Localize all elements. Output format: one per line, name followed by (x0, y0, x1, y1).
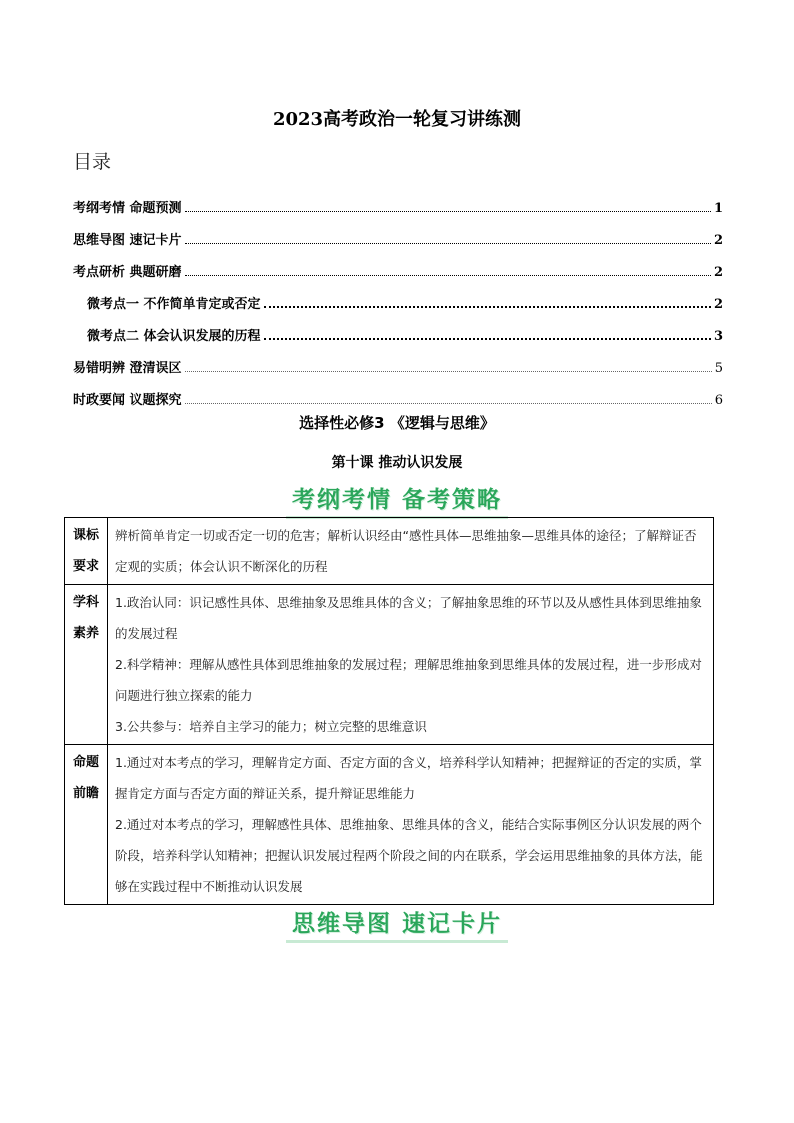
row-content-paragraph: 1.政治认同：识记感性具体、思维抽象及思维具体的含义；了解抽象思维的环节以及从感性具体到思维抽象的发展过程 (115, 595, 702, 641)
table-row (65, 518, 714, 585)
toc-entry[interactable] (73, 344, 723, 376)
table-of-contents (73, 184, 723, 408)
section-banner-mind-map (0, 905, 794, 943)
course-title: 选择性必修3 《逻辑与思维》 (299, 414, 495, 432)
toc-entry-label: 思维导图 速记卡片 (73, 233, 182, 248)
toc-leader-dots (185, 243, 711, 244)
toc-leader-dots (185, 211, 711, 212)
row-content-paragraph: 1.通过对本考点的学习，理解肯定方面、否定方面的含义，培养科学认知精神；把握辩证的否定的实质，掌握肯定方面与否定方面的辩证关系，提升辩证思维能力 (115, 755, 702, 801)
toc-entry-page: 1 (713, 201, 723, 216)
toc-entry[interactable] (73, 376, 723, 408)
toc-entry-page: 6 (714, 393, 723, 408)
toc-leader-dots (185, 403, 712, 404)
row-content-paragraph: 3.公共参与：培养自主学习的能力；树立完整的思维意识 (115, 719, 427, 734)
toc-leader-dots (185, 275, 711, 276)
toc-entry-label: 微考点二 体会认识发展的历程 (87, 329, 261, 344)
row-header (65, 745, 108, 905)
toc-entry-page: 2 (713, 233, 723, 248)
row-header-line: 课标 (72, 528, 99, 543)
toc-subentry[interactable] (73, 280, 723, 312)
toc-entry[interactable] (73, 184, 723, 216)
toc-entry-page: 3 (713, 329, 723, 344)
section-banner-text: 思维导图 速记卡片 (286, 905, 508, 943)
row-header-line: 命题 (72, 755, 99, 770)
table-row (65, 745, 714, 905)
row-header (65, 585, 108, 745)
toc-entry-page: 2 (713, 265, 723, 280)
table-row (65, 585, 714, 745)
row-content (108, 518, 714, 585)
row-content (108, 585, 714, 745)
toc-subentry[interactable] (73, 312, 723, 344)
row-content-paragraph: 2.通过对本考点的学习，理解感性具体、思维抽象、思维具体的含义，能结合实际事例区分认识发展的两个阶段，培养科学认知精神；把握认识发展过程两个阶段之间的内在联系，学会运用思维抽象的具体方法，能够在实践过程中不断推动认识发展 (115, 817, 703, 894)
toc-heading: 目录 (73, 151, 112, 173)
requirements-table (64, 517, 714, 905)
row-header-line: 要求 (72, 559, 99, 574)
row-header-line: 素养 (72, 626, 99, 641)
toc-leader-dots (185, 371, 712, 372)
row-header (65, 518, 108, 585)
row-header-line: 学科 (72, 595, 99, 610)
toc-entry-label: 考点研析 典题研磨 (73, 265, 182, 280)
toc-entry-page: 5 (714, 361, 723, 376)
toc-entry-label: 易错明辨 澄清误区 (73, 361, 182, 376)
toc-entry-label: 时政要闻 议题探究 (73, 393, 182, 408)
toc-entry-label: 微考点一 不作简单肯定或否定 (87, 297, 261, 312)
toc-entry-label: 考纲考情 命题预测 (73, 201, 182, 216)
toc-entry[interactable] (73, 216, 723, 248)
toc-leader-dots (264, 338, 711, 340)
toc-leader-dots (264, 306, 711, 308)
row-header-line: 前瞻 (72, 786, 99, 801)
toc-entry[interactable] (73, 248, 723, 280)
page-title: 2023高考政治一轮复习讲练测 (272, 109, 522, 130)
toc-entry-page: 2 (713, 297, 723, 312)
lesson-title: 第十课 推动认识发展 (331, 455, 463, 471)
section-banner-exam-outline (0, 481, 794, 519)
section-banner-text: 考纲考情 备考策略 (286, 481, 508, 519)
row-content-paragraph: 辨析简单肯定一切或否定一切的危害；解析认识经由“感性具体—思维抽象—思维具体的途径；了解辩证否定观的实质；体会认识不断深化的历程 (115, 528, 697, 574)
row-content (108, 745, 714, 905)
row-content-paragraph: 2.科学精神：理解从感性具体到思维抽象的发展过程；理解思维抽象到思维具体的发展过程，进一步形成对问题进行独立探索的能力 (115, 657, 702, 703)
